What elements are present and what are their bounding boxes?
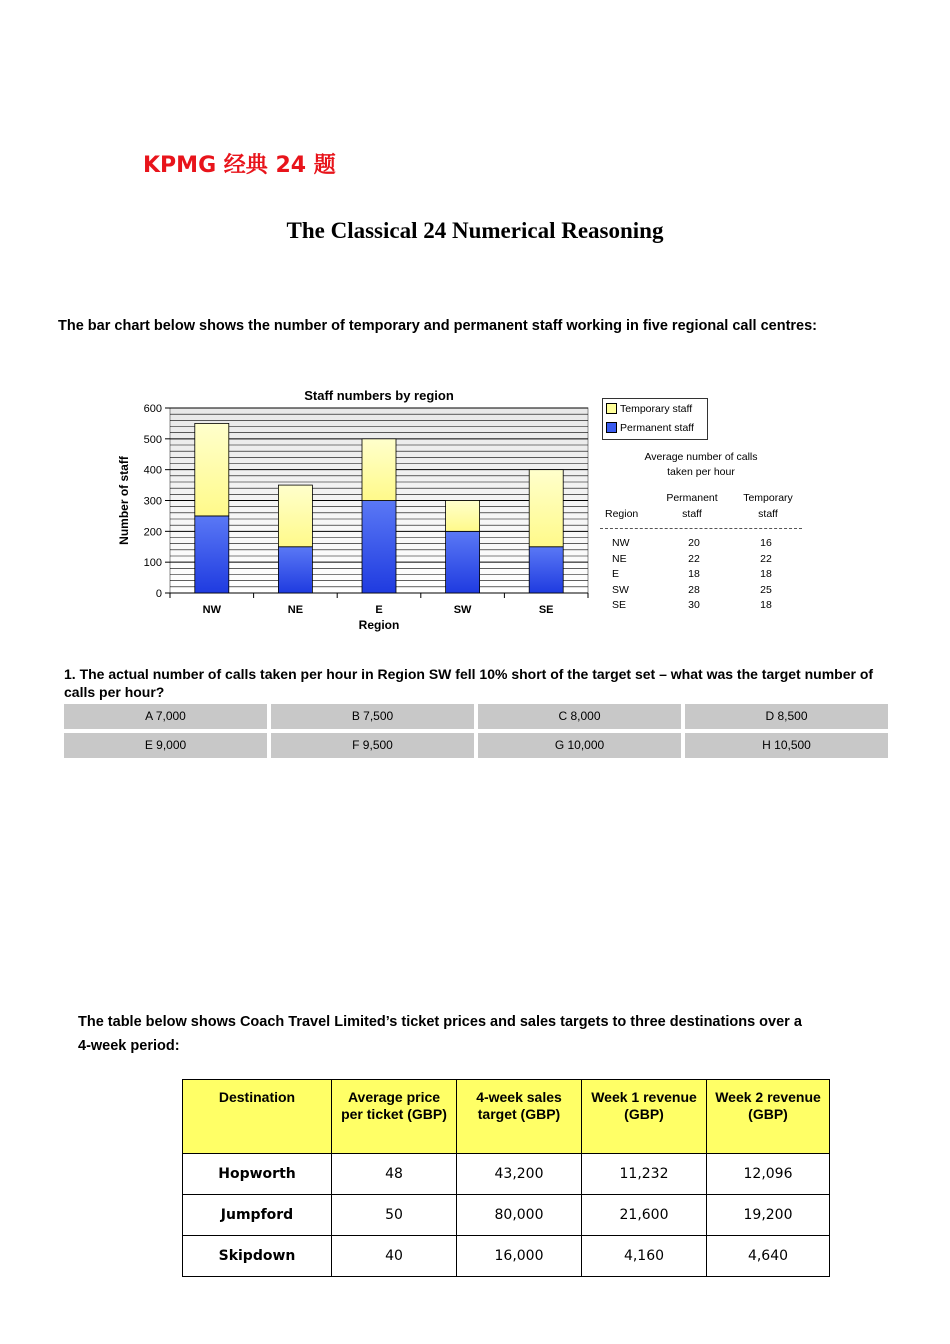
calls-cell-permanent: 18 [688,568,700,580]
coach-table-header [183,1080,830,1154]
legend-label-permanent: Permanent staff [620,421,694,434]
kpmg-title: KPMG 经典 24 题 [143,153,336,178]
calls-cell-permanent: 22 [688,552,700,565]
bar-temporary-ne [278,485,312,547]
calls-cell-permanent: 28 [688,583,700,596]
calls-header-temporary: Temporary staff [743,492,793,520]
chart-intro-text: The bar chart below shows the number of temporary and permanent staff working in five regional call centres: [58,318,817,334]
y-tick-label: 200 [143,526,162,539]
bar-permanent-nw [195,516,229,593]
calls-row [600,553,802,569]
calls-cell-region: SW [612,583,629,596]
y-tick-label: 300 [143,495,162,508]
calls-row [600,537,802,553]
calls-cell-permanent: 20 [688,537,700,549]
coach-value-cell: 43,200 [457,1154,582,1195]
coach-value-cell: 21,600 [582,1195,707,1236]
legend-item-temporary [603,399,707,418]
x-tick-label: NW [202,604,221,616]
destination-cell: Jumpford [183,1195,332,1236]
coach-travel-table [182,1079,830,1277]
coach-value-cell: 12,096 [707,1154,830,1195]
coach-value-cell: 80,000 [457,1195,582,1236]
calls-cell-region: NE [612,552,627,565]
calls-table-divider [600,528,802,529]
answer-option[interactable]: F 9,500 [271,733,474,758]
calls-row [600,599,802,615]
table-row [183,1154,830,1195]
coach-value-cell: 4,160 [582,1236,707,1277]
coach-table-body [183,1154,830,1277]
coach-header-cell: 4-week sales target (GBP) [457,1080,582,1154]
coach-header-cell: Destination [183,1080,332,1154]
y-axis-label: Number of staff [117,456,131,545]
legend-swatch-permanent [606,422,617,433]
coach-value-cell: 16,000 [457,1236,582,1277]
calls-cell-region: SE [612,599,627,611]
coach-value-cell: 4,640 [707,1236,830,1277]
table-row [183,1236,830,1277]
calls-cell-temporary: 18 [760,599,772,611]
y-tick-label: 500 [143,433,162,446]
calls-row [600,584,802,600]
answer-option[interactable]: E 9,000 [64,733,267,758]
coach-value-cell: 50 [332,1195,457,1236]
question-1-text: 1. The actual number of calls taken per hour in Region SW fell 10% short of the target set – what was the target number of calls per hour? [64,666,874,700]
destination-cell: Hopworth [183,1154,332,1195]
y-tick-label: 400 [143,464,162,477]
calls-cell-permanent: 30 [688,599,700,611]
document-title: The Classical 24 Numerical Reasoning [286,218,664,243]
calls-cell-region: E [612,568,620,580]
legend-item-permanent [603,418,707,437]
legend-swatch-temporary [606,403,617,414]
calls-table-title: Average number of calls taken per hour [644,451,758,478]
bar-temporary-sw [446,501,480,532]
answer-option[interactable]: C 8,000 [478,704,681,729]
table-row [183,1195,830,1236]
coach-value-cell: 19,200 [707,1195,830,1236]
table-intro-text: The table below shows Coach Travel Limited’s ticket prices and sales targets to three destinations over a 4-week period: [78,1014,802,1054]
answer-option[interactable]: G 10,000 [478,733,681,758]
calls-header-permanent: Permanent staff [666,492,718,520]
calls-per-hour-table [600,450,802,615]
calls-table-header [600,490,802,526]
calls-cell-temporary: 25 [760,583,772,596]
x-tick-label: NE [287,604,304,616]
destination-cell: Skipdown [183,1236,332,1277]
chart-title: Staff numbers by region [304,388,454,403]
x-tick-label: SE [538,604,554,616]
chart-legend [602,398,708,440]
calls-cell-region: NW [612,537,630,549]
x-axis-label: Region [358,618,400,632]
bar-permanent-se [529,547,563,593]
y-tick-label: 600 [143,403,162,415]
bar-temporary-nw [195,423,229,516]
y-tick-label: 100 [143,557,162,570]
question-1-answers [64,704,889,758]
calls-table-body [600,537,802,615]
y-tick-label: 0 [155,588,162,600]
bar-permanent-e [362,501,396,594]
bar-temporary-e [362,439,396,501]
bar-permanent-ne [278,547,312,593]
bar-permanent-sw [446,531,480,593]
staff-bar-chart [100,380,600,645]
coach-value-cell: 40 [332,1236,457,1277]
bar-temporary-se [529,470,563,547]
x-tick-label: SW [453,604,472,616]
x-tick-label: E [375,604,383,616]
answer-option[interactable]: A 7,000 [64,704,267,729]
coach-value-cell: 48 [332,1154,457,1195]
answer-option[interactable]: D 8,500 [685,704,888,729]
legend-label-temporary: Temporary staff [620,402,693,415]
answer-option[interactable]: H 10,500 [685,733,888,758]
answer-option[interactable]: B 7,500 [271,704,474,729]
calls-header-region: Region [605,508,639,520]
calls-row [600,568,802,584]
coach-value-cell: 11,232 [582,1154,707,1195]
coach-header-cell: Week 1 revenue (GBP) [582,1080,707,1154]
calls-cell-temporary: 16 [760,537,772,549]
calls-cell-temporary: 22 [760,552,772,565]
coach-header-cell: Week 2 revenue (GBP) [707,1080,830,1154]
coach-header-cell: Average price per ticket (GBP) [332,1080,457,1154]
calls-cell-temporary: 18 [760,568,772,580]
